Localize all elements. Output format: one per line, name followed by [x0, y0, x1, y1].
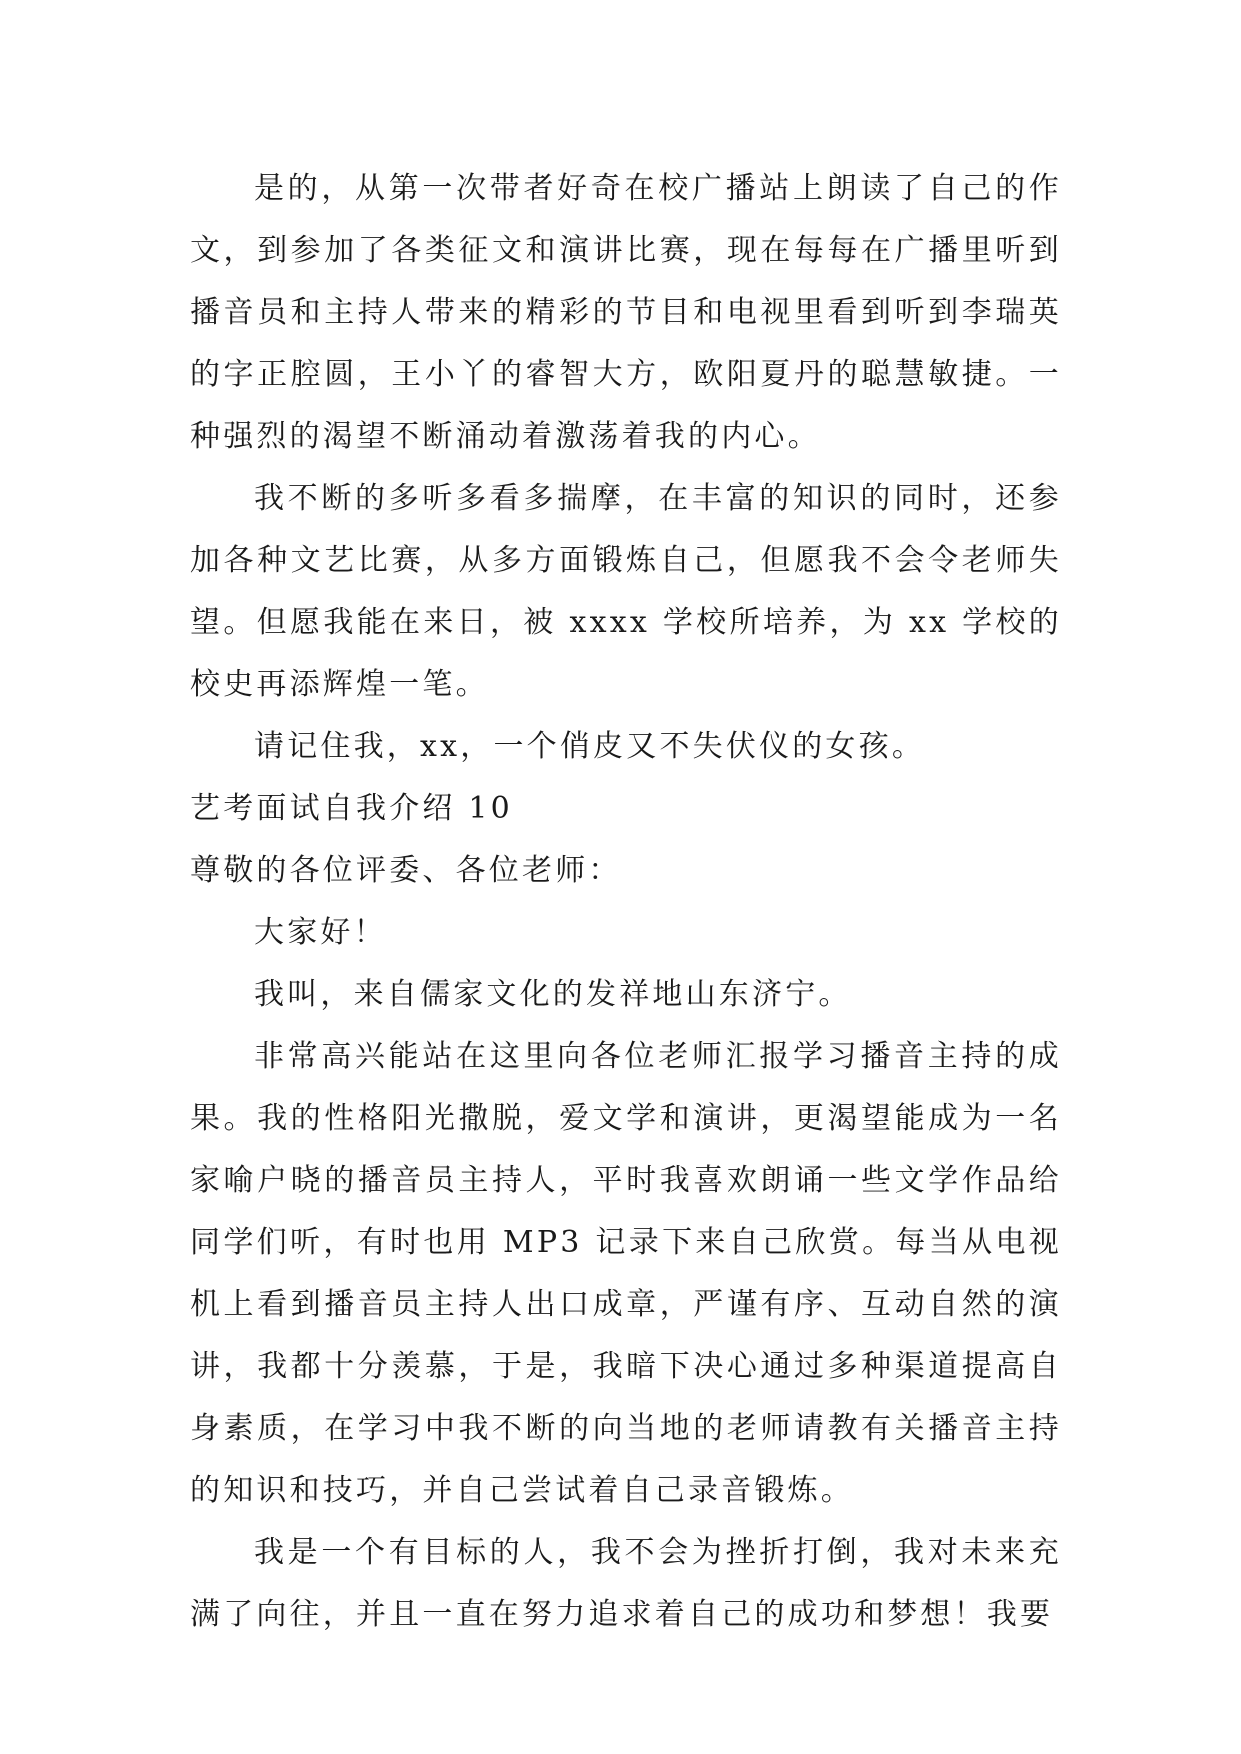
paragraph-2: 我不断的多听多看多揣摩，在丰富的知识的同时，还参加各种文艺比赛，从多方面锻炼自己，但愿我不会令老师失望。但愿我能在来日，被 xxxx 学校所培养，为 xx 学校的校史再添辉煌一笔。 — [190, 481, 1062, 702]
body-paragraph-1: 我叫，来自儒家文化的发祥地山东济宁。 — [254, 977, 852, 1012]
salutation: 尊敬的各位评委、各位老师： — [190, 853, 622, 888]
greeting: 大家好！ — [254, 915, 387, 950]
paragraph-1: 是的，从第一次带者好奇在校广播站上朗读了自己的作文，到参加了各类征文和演讲比赛，现在每每在广播里听到播音员和主持人带来的精彩的节目和电视里看到听到李瑞英的字正腔圆，王小丫的睿智大方，欧阳夏丹的聪慧敏捷。一种强烈的渴望不断涌动着激荡着我的内心。 — [190, 171, 1062, 454]
body-paragraph-3: 我是一个有目标的人，我不会为挫折打倒，我对未来充满了向往，并且一直在努力追求着自己的成功和梦想！我要 — [190, 1535, 1062, 1632]
body-paragraph-2: 非常高兴能站在这里向各位老师汇报学习播音主持的成果。我的性格阳光撒脱，爱文学和演讲，更渴望能成为一名家喻户晓的播音员主持人，平时我喜欢朗诵一些文学作品给同学们听，有时也用 MP3 记录下来自己欣赏。每当从电视机上看到播音员主持人出口成章，严谨有序、互动自然的演讲，我都十分羡慕，于是，我暗下决心通过多种渠道提高自身素质，在学习中我不断的向当地的老师请教有关播音主持的知识和技巧，并自己尝试着自己录音锻炼。 — [190, 1039, 1062, 1508]
section-title: 艺考面试自我介绍 10 — [190, 791, 513, 826]
paragraph-3: 请记住我，xx，一个俏皮又不失伏仪的女孩。 — [254, 729, 926, 764]
document-body — [190, 158, 1062, 1646]
